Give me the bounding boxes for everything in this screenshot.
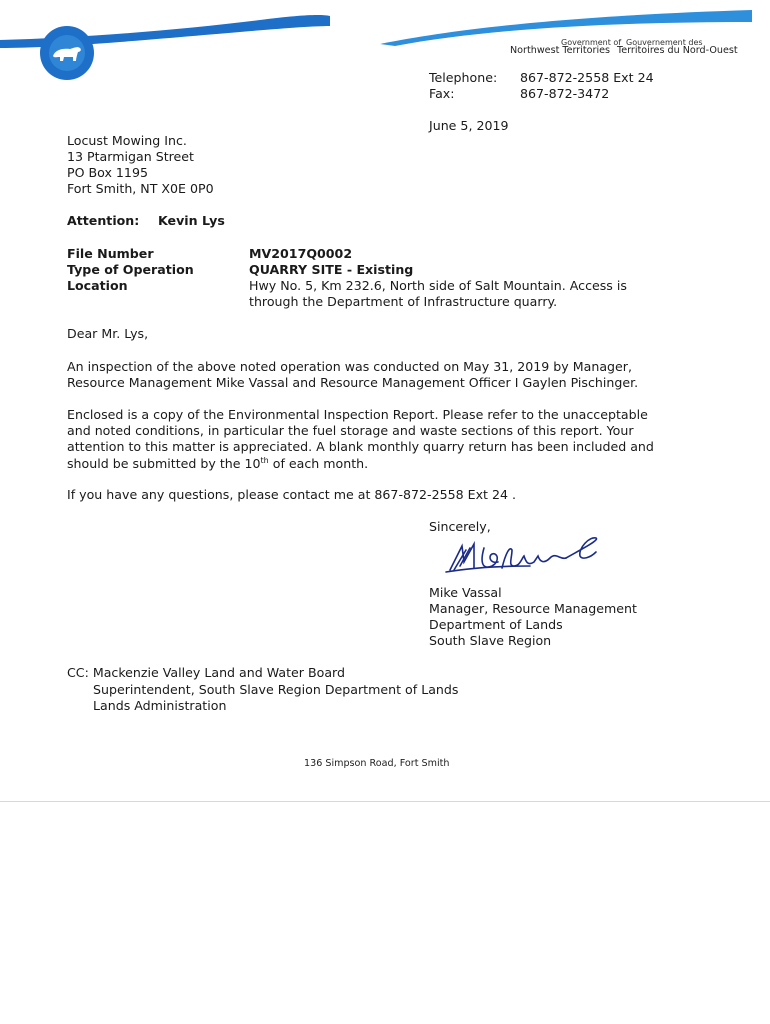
telephone-label: Telephone: bbox=[429, 70, 498, 85]
file-number-label: File Number bbox=[67, 246, 154, 261]
recipient-line: PO Box 1195 bbox=[67, 165, 148, 180]
footer-address: 136 Simpson Road, Fort Smith bbox=[304, 758, 450, 769]
body-line: and noted conditions, in particular the fuel storage and waste sections of this report. Your bbox=[67, 423, 634, 438]
body-line: attention to this matter is appreciated. A blank monthly quarry return has been included and bbox=[67, 439, 654, 454]
gov-name-en: Northwest Territories bbox=[510, 45, 611, 56]
cc-line: Superintendent, South Slave Region Department of Lands bbox=[93, 682, 459, 697]
fax-label: Fax: bbox=[429, 86, 455, 101]
operation-type: QUARRY SITE - Existing bbox=[249, 262, 414, 277]
closing: Sincerely, bbox=[429, 519, 491, 534]
telephone-value: 867-872-2558 Ext 24 bbox=[520, 70, 654, 85]
cc-line: Lands Administration bbox=[93, 698, 227, 713]
signer-title: Manager, Resource Management bbox=[429, 601, 637, 616]
operation-type-label: Type of Operation bbox=[67, 262, 194, 277]
letter-date: June 5, 2019 bbox=[429, 118, 509, 133]
body-line bbox=[67, 456, 368, 472]
attention-label: Attention: bbox=[67, 213, 140, 228]
cc-line: CC: Mackenzie Valley Land and Water Board bbox=[67, 665, 345, 680]
signer-region: South Slave Region bbox=[429, 633, 552, 648]
body-line: An inspection of the above noted operation was conducted on May 31, 2019 by Manager, bbox=[67, 359, 632, 374]
location-label: Location bbox=[67, 278, 128, 293]
recipient-line: Fort Smith, NT X0E 0P0 bbox=[67, 181, 214, 196]
attention-name: Kevin Lys bbox=[158, 213, 225, 228]
body-text: of each month. bbox=[268, 456, 369, 471]
body-line: Enclosed is a copy of the Environmental Inspection Report. Please refer to the unacceptable bbox=[67, 407, 648, 422]
body-text: should be submitted by the 10 bbox=[67, 456, 261, 471]
body-line: If you have any questions, please contact me at 867-872-2558 Ext 24 . bbox=[67, 487, 517, 502]
location-line: Hwy No. 5, Km 232.6, North side of Salt Mountain. Access is bbox=[249, 278, 627, 293]
letterhead-banner bbox=[0, 0, 770, 70]
gnwt-logo bbox=[40, 26, 94, 80]
ordinal-suffix: th bbox=[260, 455, 269, 465]
location-line: through the Department of Infrastructure quarry. bbox=[249, 294, 558, 309]
polar-bear-icon bbox=[40, 26, 94, 80]
salutation: Dear Mr. Lys, bbox=[67, 326, 149, 341]
signer-name: Mike Vassal bbox=[429, 585, 502, 600]
gov-name-fr: Territoires du Nord-Ouest bbox=[617, 45, 738, 56]
recipient-line: Locust Mowing Inc. bbox=[67, 133, 187, 148]
gov-small-fr: Gouvernement des bbox=[626, 38, 703, 47]
gov-small-en: Government of bbox=[561, 38, 622, 47]
handwritten-signature bbox=[440, 532, 610, 580]
page-bottom-edge bbox=[0, 801, 770, 802]
recipient-line: 13 Ptarmigan Street bbox=[67, 149, 194, 164]
fax-value: 867-872-3472 bbox=[520, 86, 610, 101]
signer-department: Department of Lands bbox=[429, 617, 563, 632]
file-number: MV2017Q0002 bbox=[249, 246, 353, 261]
body-line: Resource Management Mike Vassal and Resource Management Officer I Gaylen Pischinger. bbox=[67, 375, 639, 390]
